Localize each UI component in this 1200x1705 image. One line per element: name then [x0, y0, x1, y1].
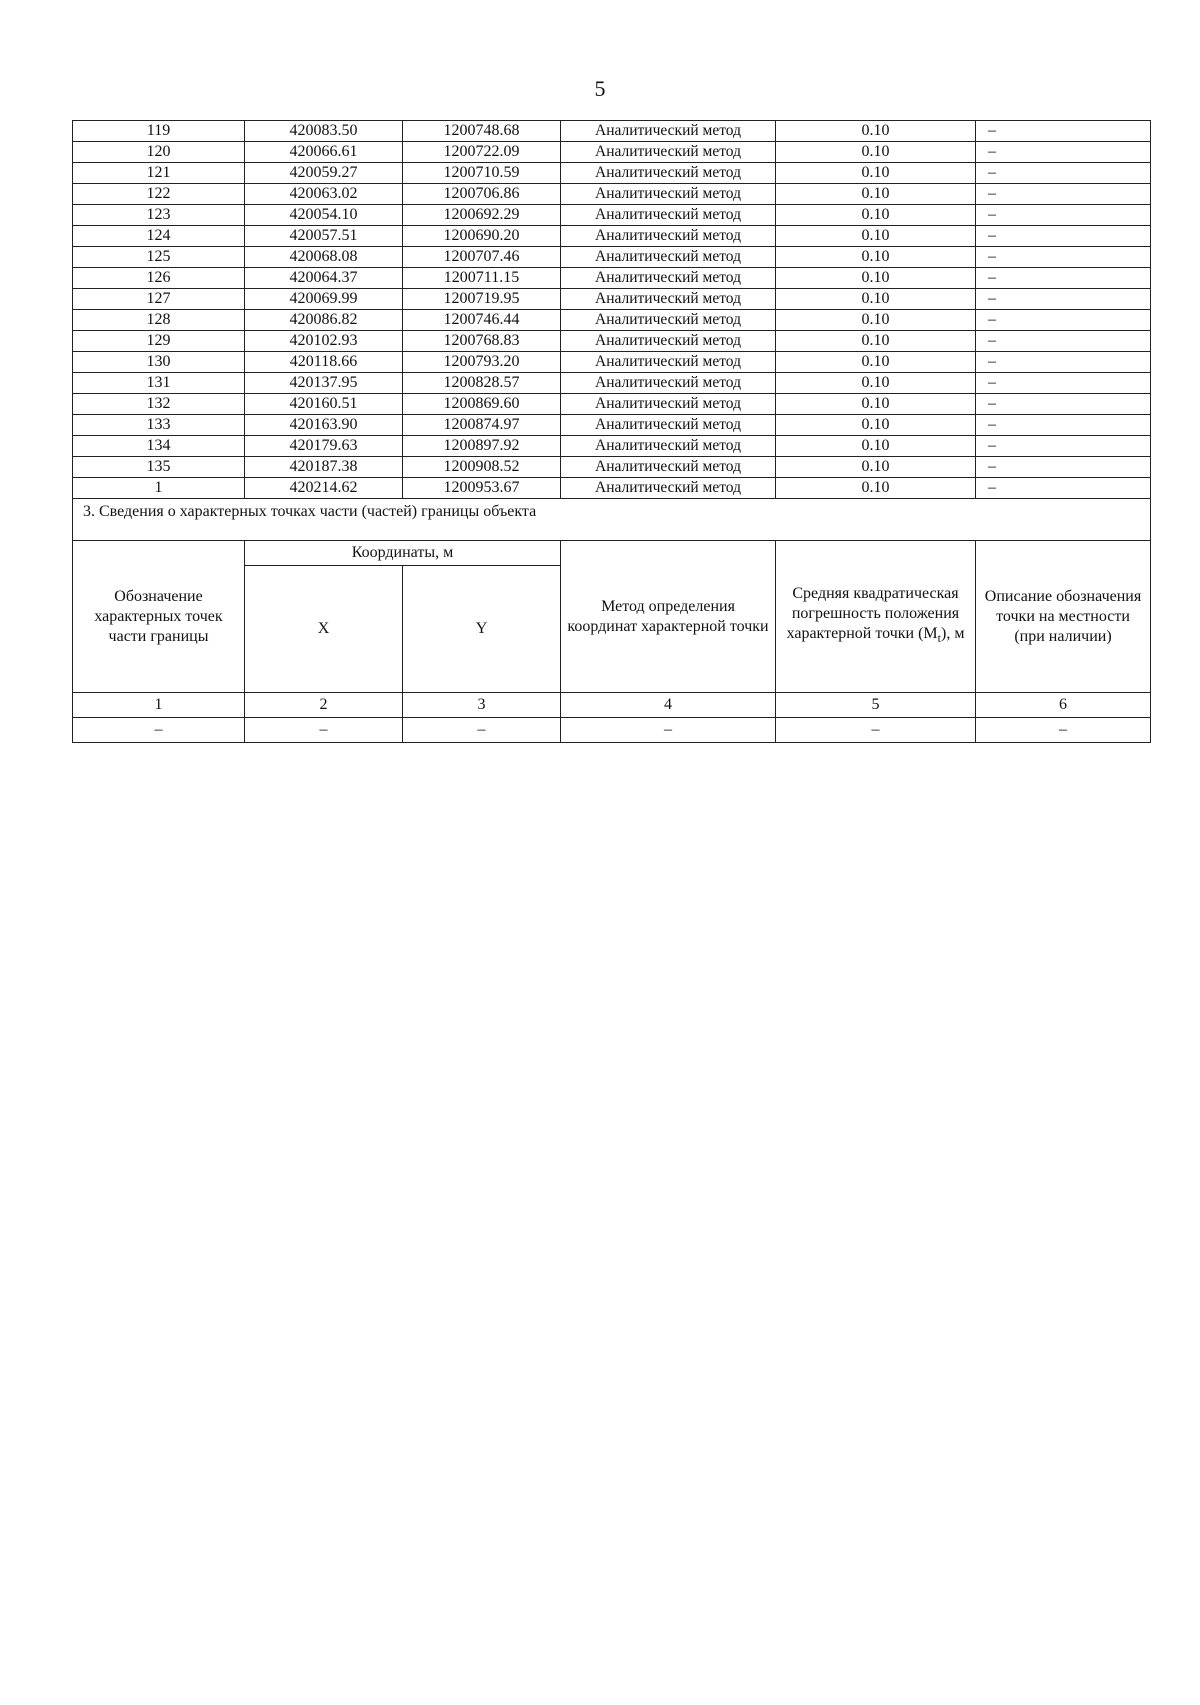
method: Аналитический метод	[561, 373, 776, 394]
description: –	[976, 184, 1151, 205]
section3-block	[73, 499, 1151, 743]
point-number: 120	[73, 142, 245, 163]
table-row	[73, 121, 1151, 142]
point-number: 126	[73, 268, 245, 289]
empty-cell: –	[776, 718, 976, 743]
column-number: 3	[403, 693, 561, 718]
error-value: 0.10	[776, 310, 976, 331]
error-value: 0.10	[776, 205, 976, 226]
table-row	[73, 205, 1151, 226]
point-number: 131	[73, 373, 245, 394]
description: –	[976, 352, 1151, 373]
section3-header-row-1	[73, 541, 1151, 566]
table-row	[73, 184, 1151, 205]
method: Аналитический метод	[561, 394, 776, 415]
coord-x: 420102.93	[245, 331, 403, 352]
point-number: 135	[73, 457, 245, 478]
coord-x: 420059.27	[245, 163, 403, 184]
table-row	[73, 436, 1151, 457]
method: Аналитический метод	[561, 142, 776, 163]
description: –	[976, 415, 1151, 436]
coord-x: 420137.95	[245, 373, 403, 394]
method: Аналитический метод	[561, 457, 776, 478]
error-value: 0.10	[776, 352, 976, 373]
point-number: 125	[73, 247, 245, 268]
section3-title: 3. Сведения о характерных точках части (частей) границы объекта	[73, 499, 1151, 541]
header-x: X	[245, 566, 403, 693]
method: Аналитический метод	[561, 289, 776, 310]
description: –	[976, 331, 1151, 352]
point-number: 127	[73, 289, 245, 310]
point-number: 119	[73, 121, 245, 142]
description: –	[976, 394, 1151, 415]
column-number: 5	[776, 693, 976, 718]
error-value: 0.10	[776, 478, 976, 499]
points-table-body	[73, 121, 1151, 499]
method: Аналитический метод	[561, 184, 776, 205]
table-row	[73, 373, 1151, 394]
coord-x: 420187.38	[245, 457, 403, 478]
table-row	[73, 415, 1151, 436]
coord-y: 1200722.09	[403, 142, 561, 163]
coord-x: 420118.66	[245, 352, 403, 373]
coord-y: 1200706.86	[403, 184, 561, 205]
header-y: Y	[403, 566, 561, 693]
coord-y: 1200711.15	[403, 268, 561, 289]
column-number: 4	[561, 693, 776, 718]
table-row	[73, 163, 1151, 184]
coord-y: 1200908.52	[403, 457, 561, 478]
point-number: 134	[73, 436, 245, 457]
description: –	[976, 373, 1151, 394]
method: Аналитический метод	[561, 331, 776, 352]
table-row	[73, 289, 1151, 310]
page-number: 5	[594, 76, 606, 101]
method: Аналитический метод	[561, 163, 776, 184]
section3-empty-row	[73, 718, 1151, 743]
coord-y: 1200692.29	[403, 205, 561, 226]
coord-y: 1200707.46	[403, 247, 561, 268]
table-row	[73, 142, 1151, 163]
coord-y: 1200748.68	[403, 121, 561, 142]
coord-x: 420054.10	[245, 205, 403, 226]
description: –	[976, 226, 1151, 247]
point-number: 124	[73, 226, 245, 247]
error-value: 0.10	[776, 247, 976, 268]
point-number: 122	[73, 184, 245, 205]
coord-x: 420068.08	[245, 247, 403, 268]
coord-y: 1200746.44	[403, 310, 561, 331]
method: Аналитический метод	[561, 205, 776, 226]
description: –	[976, 436, 1151, 457]
error-value: 0.10	[776, 457, 976, 478]
error-value: 0.10	[776, 163, 976, 184]
description: –	[976, 142, 1151, 163]
method: Аналитический метод	[561, 247, 776, 268]
error-value: 0.10	[776, 121, 976, 142]
error-value: 0.10	[776, 184, 976, 205]
table-row	[73, 478, 1151, 499]
empty-cell: –	[245, 718, 403, 743]
point-number: 130	[73, 352, 245, 373]
error-value: 0.10	[776, 373, 976, 394]
column-number: 2	[245, 693, 403, 718]
coord-y: 1200719.95	[403, 289, 561, 310]
method: Аналитический метод	[561, 268, 776, 289]
coord-y: 1200874.97	[403, 415, 561, 436]
point-number: 128	[73, 310, 245, 331]
error-value: 0.10	[776, 226, 976, 247]
table-row	[73, 394, 1151, 415]
header-method: Метод определения координат характерной точки	[561, 541, 776, 693]
empty-cell: –	[976, 718, 1151, 743]
method: Аналитический метод	[561, 436, 776, 457]
coord-y: 1200869.60	[403, 394, 561, 415]
method: Аналитический метод	[561, 352, 776, 373]
error-value: 0.10	[776, 142, 976, 163]
description: –	[976, 310, 1151, 331]
header-designation: Обозначение характерных точек части границы	[73, 541, 245, 693]
method: Аналитический метод	[561, 310, 776, 331]
point-number: 123	[73, 205, 245, 226]
coord-x: 420066.61	[245, 142, 403, 163]
column-number: 6	[976, 693, 1151, 718]
table-row	[73, 310, 1151, 331]
error-value: 0.10	[776, 415, 976, 436]
coord-x: 420160.51	[245, 394, 403, 415]
point-number: 121	[73, 163, 245, 184]
header-coordinates: Координаты, м	[245, 541, 561, 566]
coord-x: 420064.37	[245, 268, 403, 289]
coord-x: 420069.99	[245, 289, 403, 310]
table-row	[73, 457, 1151, 478]
description: –	[976, 205, 1151, 226]
error-value: 0.10	[776, 394, 976, 415]
table-row	[73, 331, 1151, 352]
coordinates-table	[72, 120, 1151, 743]
method: Аналитический метод	[561, 478, 776, 499]
coord-y: 1200710.59	[403, 163, 561, 184]
coord-x: 420086.82	[245, 310, 403, 331]
table-row	[73, 268, 1151, 289]
table-row	[73, 226, 1151, 247]
description: –	[976, 268, 1151, 289]
description: –	[976, 457, 1151, 478]
section3-title-row	[73, 499, 1151, 541]
point-number: 132	[73, 394, 245, 415]
header-error-tail: ), м	[940, 625, 965, 643]
coord-x: 420163.90	[245, 415, 403, 436]
header-description: Описание обозначения точки на местности (при наличии)	[976, 541, 1151, 693]
table-row	[73, 352, 1151, 373]
empty-cell: –	[561, 718, 776, 743]
point-number: 1	[73, 478, 245, 499]
point-number: 129	[73, 331, 245, 352]
method: Аналитический метод	[561, 415, 776, 436]
description: –	[976, 121, 1151, 142]
coord-y: 1200828.57	[403, 373, 561, 394]
coord-y: 1200768.83	[403, 331, 561, 352]
error-value: 0.10	[776, 289, 976, 310]
coord-y: 1200897.92	[403, 436, 561, 457]
coord-x: 420057.51	[245, 226, 403, 247]
header-error-sub: t	[937, 631, 941, 646]
coord-x: 420063.02	[245, 184, 403, 205]
table-row	[73, 247, 1151, 268]
description: –	[976, 478, 1151, 499]
coord-y: 1200690.20	[403, 226, 561, 247]
coord-y: 1200953.67	[403, 478, 561, 499]
description: –	[976, 247, 1151, 268]
empty-cell: –	[73, 718, 245, 743]
description: –	[976, 163, 1151, 184]
header-error	[776, 541, 976, 693]
description: –	[976, 289, 1151, 310]
column-numbers-row	[73, 693, 1151, 718]
error-value: 0.10	[776, 436, 976, 457]
error-value: 0.10	[776, 268, 976, 289]
coord-x: 420179.63	[245, 436, 403, 457]
error-value: 0.10	[776, 331, 976, 352]
header-error-main: Средняя квадратическая погрешность положения характерной точки (M	[786, 585, 960, 643]
column-number: 1	[73, 693, 245, 718]
method: Аналитический метод	[561, 121, 776, 142]
coord-x: 420214.62	[245, 478, 403, 499]
method: Аналитический метод	[561, 226, 776, 247]
coord-y: 1200793.20	[403, 352, 561, 373]
point-number: 133	[73, 415, 245, 436]
coord-x: 420083.50	[245, 121, 403, 142]
empty-cell: –	[403, 718, 561, 743]
